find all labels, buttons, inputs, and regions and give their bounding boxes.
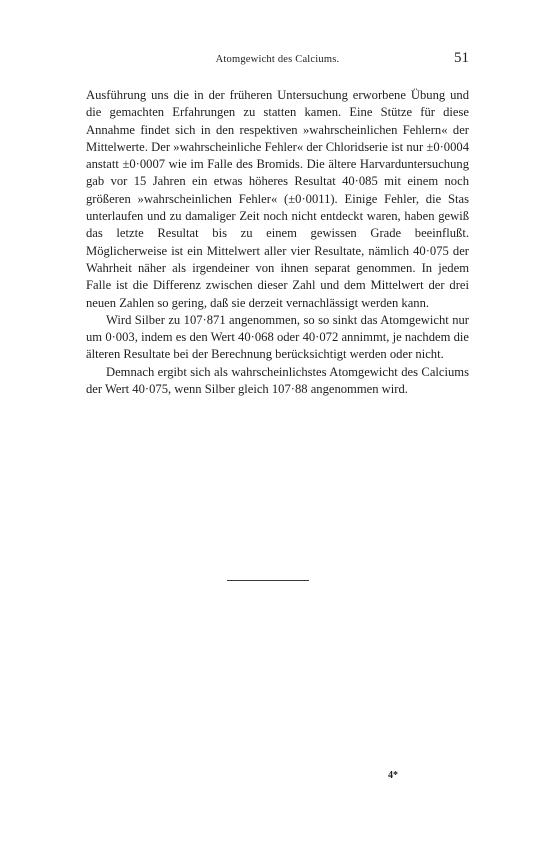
running-title: Atomgewicht des Calciums. (215, 54, 340, 65)
page-number: 51 (454, 50, 469, 66)
section-divider (227, 580, 309, 581)
paragraph-silver-assumption: Wird Silber zu 107·871 angenommen, so so sinkt das Atomgewicht nur um 0·003, indem es den Wert 40·068 oder 40·072 annimmt, je nachdem die älteren Resultate bei der Berechnung berücksichtigt werden oder nicht. (86, 312, 469, 362)
body-text (86, 87, 469, 398)
paragraph-conclusion: Demnach ergibt sich als wahrscheinlichstes Atomgewicht des Calciums der Wert 40·075, wenn Silber gleich 107·88 angenommen wird. (86, 364, 469, 397)
signature-mark: 4* (388, 770, 398, 781)
running-head (86, 50, 469, 70)
paragraph-continuation: Ausführung uns die in der früheren Untersuchung erworbene Übung und die gemachten Erfahrungen zu statten kamen. Eine Stütze für diese Annahme findet sich in den respektiven »wahrscheinlichen Fehlern« der Mittelwerte. Der »wahrscheinliche Fehler« der Chloridserie ist nur ±0·0004 anstatt ±0·0007 wie im Falle des Bromids. Die ältere Harvarduntersuchung gab vor 15 Jahren ein etwas höheres Resultat 40·085 mit einem noch größeren »wahrscheinlichen Fehler« (±0·0011). Einige Fehler, die Stas unterlaufen und zu damaliger Zeit noch nicht entdeckt waren, haben gewiß das letzte Resultat bis zu einem gewissen Grade beeinflußt. Möglicherweise ist ein Mittelwert aller vier Resultate, nämlich 40·075 der Wahrheit näher als irgendeiner von ihnen separat genommen. In jedem Falle ist die Differenz zwischen dieser Zahl und dem Mittelwert der drei neuen Zahlen so gering, daß sie derzeit vernachlässigt werden kann. (86, 88, 469, 310)
